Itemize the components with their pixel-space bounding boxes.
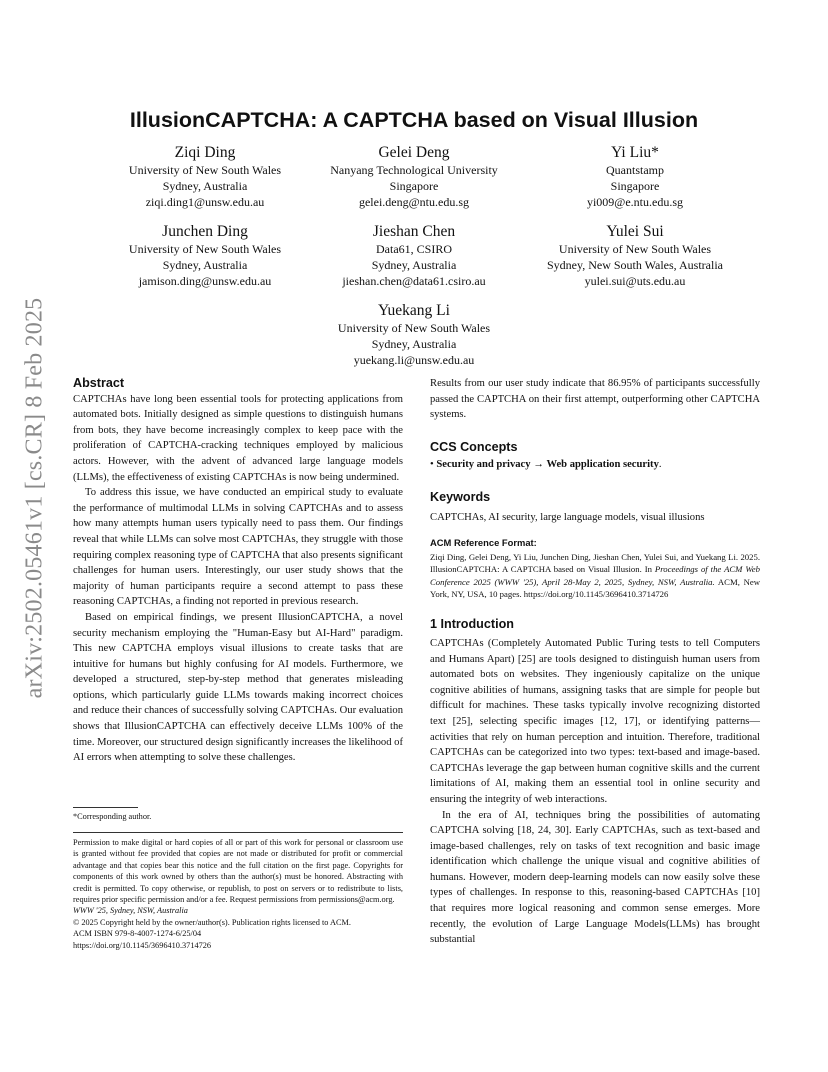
author-affiliation: University of New South Wales [337,321,491,335]
permission-text: Permission to make digital or hard copies of all or part of this work for personal or classroom use is granted without fee provided that copies are not made or distributed for profit or commercial advantage and that copies bear this notice and the full citation on the first page. Copyrights for components of this work owned by others than the author(s) must be honored. Abstracting with credit is permitted. To copy otherwise, or republish, to post on servers or to redistribute to lists, requires prior specific permission and/or a fee. Request permissions from permissions@acm.org. [73,838,403,905]
author-block [85,143,325,210]
author-location: Sydney, Australia [371,337,457,351]
doi-link[interactable]: https://doi.org/10.1145/3696410.3714726 [73,940,212,950]
author-name: Jieshan Chen [372,223,456,240]
permission-block [73,837,403,951]
acm-reference-proceedings: Proceedings of the ACM Web Conference 2025 (WWW '25), April 28-May 2, 2025, Sydney, NSW, Australia. [430,564,760,587]
abstract-heading: Abstract [73,376,125,390]
abstract-paragraph: CAPTCHAs have long been essential tools for protecting applications from automated bots. Initially designed as simple questions to distinguish humans from bots, they have become increasingly complex to keep pace with the proliferation of CAPTCHA-cracking techniques employed by malicious actors. However, with the advent of advanced large language models (LLMs), the effectiveness of existing CAPTCHAs is now being undermined. [73,393,403,483]
author-location: Singapore [610,179,660,193]
author-block [515,222,755,289]
author-block [515,143,755,210]
ccs-heading: CCS Concepts [430,439,518,454]
acm-reference-heading: ACM Reference Format: [430,537,537,549]
author-location: Singapore [389,179,439,193]
keywords-text: CAPTCHAs, AI security, large language models, visual illusions [430,511,705,523]
abstract-continuation: Results from our user study indicate that 86.95% of participants successfully passed the CAPTCHA on their first attempt, outperforming other CAPTCHA systems. [430,378,760,421]
author-affiliation: University of New South Wales [128,163,282,177]
author-location: Sydney, New South Wales, Australia [546,258,723,272]
acm-reference-authors: Ziqi Ding, Gelei Deng, Yi Liu, Junchen Ding, Jieshan Chen, Yulei Sui, and Yuekang Li. 2025. IllusionCAPTCHA: A CAPTCHA based on Visual Illusion. In [430,551,760,575]
corresponding-author-note: *Corresponding author. [73,812,152,821]
author-affiliation: University of New South Wales [128,242,282,256]
author-name: Yulei Sui [606,223,664,240]
acm-reference-tail: ACM, New York, NY, USA, 10 pages. https://doi.org/10.1145/3696410.3714726 [430,576,760,599]
author-location: Sydney, Australia [162,179,248,193]
author-affiliation: University of New South Wales [558,242,712,256]
author-email[interactable]: ziqi.ding1@unsw.edu.au [145,195,265,209]
author-affiliation: Quantstamp [606,163,664,177]
author-location: Sydney, Australia [162,258,248,272]
author-block [294,301,534,368]
intro-paragraph: CAPTCHAs (Completely Automated Public Turing tests to tell Computers and Humans Apart) [25] are tools designed to distinguish human users from automated bots on websites. They ingeniously capitalize on the unique cognitive abilities of humans, assigning tasks that are simple for people but difficult for machines. These tasks typically involve recognizing distorted text [25], selecting specific images [12, 17], or identifying patterns—activities that rely on human perception and intuition. Therefore, traditional CAPTCHAs can be categorized into two types: text-based and image-based. CAPTCHAs leverage the gap between human cognitive skills and the current limitations of AI, making them an essential tool in online security and ensuring the integrity of web interactions. [430,637,760,805]
ccs-bullet: • [430,459,434,471]
author-email[interactable]: jieshan.chen@data61.csiro.au [342,274,486,288]
ccs-subcategory: Web application security [546,459,659,471]
author-affiliation: Nanyang Technological University [330,163,498,177]
author-block [85,222,325,289]
isbn-line: ACM ISBN 979-8-4007-1274-6/25/04 [73,929,202,939]
author-name: Yuekang Li [378,302,450,319]
arxiv-id: arXiv:2502.05461v1 [cs.CR] 8 Feb 2025 [21,297,48,699]
venue-line: WWW '25, Sydney, NSW, Australia [73,906,188,916]
ccs-arrow: → [533,459,544,471]
author-email[interactable]: gelei.deng@ntu.edu.sg [358,195,470,209]
author-name: Ziqi Ding [174,144,236,161]
acm-reference [430,551,760,601]
author-name: Yi Liu* [611,144,659,161]
author-name: Junchen Ding [162,223,248,240]
footnote-rule [73,807,138,808]
right-column [430,376,760,948]
abstract-paragraph: Based on empirical findings, we present IllusionCAPTCHA, a novel security mechanism employing the "Human-Easy but AI-Hard" paradigm. This new CAPTCHA employs visual illusions to create tasks that are intuitive for humans but highly confusing for AI models. Furthermore, we developed a structured, step-by-step method that generates misleading options, which particularly guide LLMs towards making incorrect choices and reduce their chances of successfully solving CAPTCHAs. Our evaluation shows that IllusionCAPTCHA can effectively deceive LLMs 100% of the time. Moreover, our structured design significantly increases the likelihood of AI errors when attempting to solve these challenges. [73,611,403,764]
abstract-paragraph: To address this issue, we have conducted an empirical study to evaluate the performance of multimodal LLMs in solving CAPTCHAs and to assess how many attempts human users typically need to pass them. Our findings reveal that while LLMs can solve most CAPTCHAs, they struggle with those requiring complex reasoning type of CAPTCHA that also presents significant challenges for human users. Interestingly, our user study shows that the majority of human participants require a second attempt to pass these reasoning CAPTCHAs, a finding not reported in previous research. [73,487,403,608]
copyright-line: © 2025 Copyright held by the owner/author(s). Publication rights licensed to ACM. [73,917,351,927]
author-email[interactable]: yulei.sui@uts.edu.au [584,274,686,288]
arxiv-stamp [19,268,51,728]
author-email[interactable]: yuekang.li@unsw.edu.au [353,353,475,367]
author-name: Gelei Deng [378,144,450,161]
abstract-section [73,376,403,766]
author-affiliation: Data61, CSIRO [376,242,452,256]
ccs-category: Security and privacy [436,459,531,471]
author-email[interactable]: yi009@e.ntu.edu.sg [586,195,684,209]
permission-rule [73,832,403,833]
ccs-concepts: • Security and privacy → Web application security. [430,459,662,471]
introduction-heading: 1 Introduction [430,617,514,632]
paper-title: IllusionCAPTCHA: A CAPTCHA based on Visual Illusion [129,108,699,132]
author-location: Sydney, Australia [371,258,457,272]
intro-paragraph: In the era of AI, techniques bring the possibilities of automating CAPTCHA solving [18, 24, 30]. Early CAPTCHAs, such as text-based and image-based challenges, rely on tasks of text recognition and basic image identification which challenge the unique visual and cognitive abilities of humans. However, modern deep-learning models can now easily solve these types of challenges. In response to this, reasoning-based CAPTCHAs [10] that requires more logical reasoning and common sense emerges. More recently, the evolution of Large Language Models(LLMs) has brought substantial [430,809,760,946]
keywords-heading: Keywords [430,489,491,504]
author-block [294,143,534,210]
author-block [294,222,534,289]
footnote [73,811,403,822]
author-email[interactable]: jamison.ding@unsw.edu.au [138,274,272,288]
